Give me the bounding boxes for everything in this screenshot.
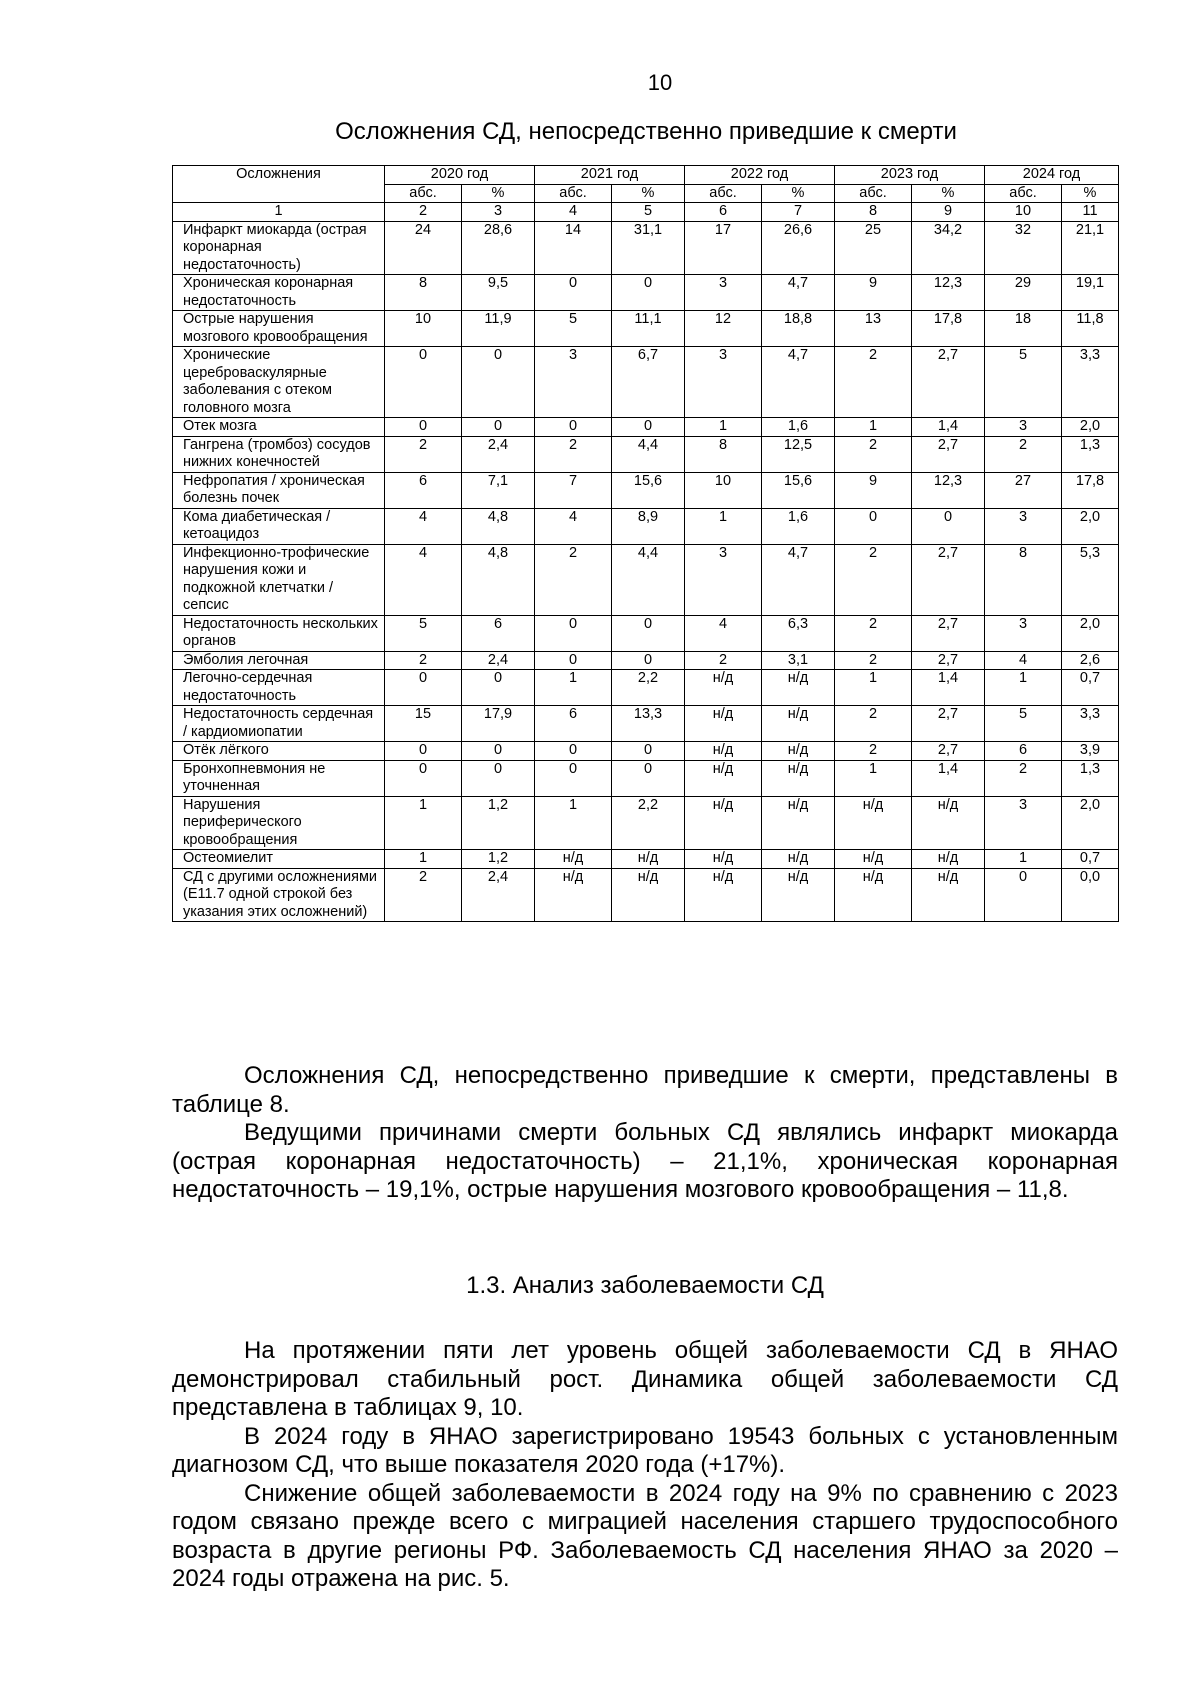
abs-value-cell: 0 (385, 742, 462, 761)
body-paragraph: Ведущими причинами смерти больных СД являлись инфаркт миокарда (острая коронарная недостаточность) – 21,1%, хроническая коронарная недостаточность – 19,1%, острые нарушения мозгового кровообращения – 11,8. (172, 1119, 1118, 1203)
table-row (173, 544, 1119, 615)
abs-value-cell: 0 (985, 868, 1062, 922)
abs-value-cell: 5 (535, 311, 612, 347)
pct-value-cell: н/д (762, 706, 835, 742)
header-year: 2022 год (685, 166, 835, 185)
abs-value-cell: 18 (985, 311, 1062, 347)
pct-value-cell: 1,4 (912, 760, 985, 796)
abs-value-cell: 5 (985, 347, 1062, 418)
pct-value-cell: 11,8 (1062, 311, 1119, 347)
pct-value-cell: 0,7 (1062, 670, 1119, 706)
pct-value-cell: 3,9 (1062, 742, 1119, 761)
complication-name-cell: Остеомиелит (173, 850, 385, 869)
pct-value-cell: 2,4 (462, 436, 535, 472)
abs-value-cell: 3 (535, 347, 612, 418)
page-number: 10 (647, 70, 673, 95)
abs-value-cell: 0 (535, 615, 612, 651)
pct-value-cell: 1,6 (762, 508, 835, 544)
header-year: 2023 год (835, 166, 985, 185)
abs-value-cell: н/д (685, 868, 762, 922)
column-index-cell: 1 (173, 203, 385, 222)
abs-value-cell: 1 (535, 796, 612, 850)
pct-value-cell: н/д (912, 868, 985, 922)
pct-value-cell: 26,6 (762, 221, 835, 275)
table-title: Осложнения СД, непосредственно приведшие к смерти (335, 118, 957, 145)
column-index-cell: 8 (835, 203, 912, 222)
body-paragraph: Осложнения СД, непосредственно приведшие к смерти, представлены в таблице 8. (172, 1062, 1118, 1118)
pct-value-cell: 34,2 (912, 221, 985, 275)
paragraphs-after-heading (172, 1337, 1118, 1594)
abs-value-cell: н/д (835, 796, 912, 850)
pct-value-cell: 3,1 (762, 651, 835, 670)
abs-value-cell: 2 (835, 615, 912, 651)
table-row (173, 508, 1119, 544)
pct-value-cell: н/д (762, 760, 835, 796)
header-year: 2021 год (535, 166, 685, 185)
abs-value-cell: 10 (385, 311, 462, 347)
complication-name-cell: Эмболия легочная (173, 651, 385, 670)
table-row (173, 706, 1119, 742)
pct-value-cell: 1,3 (1062, 436, 1119, 472)
pct-value-cell: 18,8 (762, 311, 835, 347)
abs-value-cell: 4 (685, 615, 762, 651)
pct-value-cell: 2,7 (912, 544, 985, 615)
pct-value-cell: 1,3 (1062, 760, 1119, 796)
pct-value-cell: 12,5 (762, 436, 835, 472)
column-index-cell: 10 (985, 203, 1062, 222)
table-row (173, 221, 1119, 275)
pct-value-cell: н/д (612, 850, 685, 869)
header-abs: абс. (685, 184, 762, 203)
abs-value-cell: 2 (385, 651, 462, 670)
complication-name-cell: Острые нарушения мозгового кровообращения (173, 311, 385, 347)
abs-value-cell: 7 (535, 472, 612, 508)
complications-table (172, 165, 1119, 922)
abs-value-cell: 0 (385, 418, 462, 437)
abs-value-cell: н/д (535, 850, 612, 869)
abs-value-cell: 8 (685, 436, 762, 472)
pct-value-cell: 0,7 (1062, 850, 1119, 869)
table-row (173, 347, 1119, 418)
table-body (173, 203, 1119, 922)
table-row (173, 311, 1119, 347)
pct-value-cell: 2,7 (912, 347, 985, 418)
abs-value-cell: 13 (835, 311, 912, 347)
abs-value-cell: 2 (835, 436, 912, 472)
abs-value-cell: 1 (685, 508, 762, 544)
complication-name-cell: Бронхопневмония не уточненная (173, 760, 385, 796)
abs-value-cell: 1 (985, 670, 1062, 706)
pct-value-cell: 0 (462, 760, 535, 796)
pct-value-cell: 0 (912, 508, 985, 544)
pct-value-cell: 3,3 (1062, 347, 1119, 418)
table-row (173, 850, 1119, 869)
abs-value-cell: 0 (535, 651, 612, 670)
pct-value-cell: 3,3 (1062, 706, 1119, 742)
pct-value-cell: 0 (462, 418, 535, 437)
abs-value-cell: 3 (985, 508, 1062, 544)
complication-name-cell: Гангрена (тромбоз) сосудов нижних конечностей (173, 436, 385, 472)
column-index-cell: 4 (535, 203, 612, 222)
abs-value-cell: 4 (985, 651, 1062, 670)
pct-value-cell: 13,3 (612, 706, 685, 742)
complication-name-cell: Отек мозга (173, 418, 385, 437)
abs-value-cell: 2 (835, 706, 912, 742)
abs-value-cell: 15 (385, 706, 462, 742)
column-index-cell: 9 (912, 203, 985, 222)
table-row (173, 651, 1119, 670)
pct-value-cell: 2,7 (912, 742, 985, 761)
pct-value-cell: 5,3 (1062, 544, 1119, 615)
abs-value-cell: 3 (685, 544, 762, 615)
abs-value-cell: 3 (685, 347, 762, 418)
abs-value-cell: 2 (385, 868, 462, 922)
abs-value-cell: н/д (685, 796, 762, 850)
abs-value-cell: 0 (535, 760, 612, 796)
pct-value-cell: 2,0 (1062, 796, 1119, 850)
header-abs: абс. (835, 184, 912, 203)
column-index-row (173, 203, 1119, 222)
pct-value-cell: н/д (912, 850, 985, 869)
abs-value-cell: н/д (685, 850, 762, 869)
pct-value-cell: 2,4 (462, 868, 535, 922)
pct-value-cell: 0 (612, 615, 685, 651)
pct-value-cell: 4,8 (462, 544, 535, 615)
abs-value-cell: 0 (535, 275, 612, 311)
pct-value-cell: 4,7 (762, 275, 835, 311)
abs-value-cell: 2 (835, 651, 912, 670)
table-row (173, 742, 1119, 761)
column-index-cell: 6 (685, 203, 762, 222)
pct-value-cell: 2,0 (1062, 418, 1119, 437)
abs-value-cell: н/д (835, 868, 912, 922)
pct-value-cell: 2,0 (1062, 615, 1119, 651)
pct-value-cell: 0 (462, 347, 535, 418)
pct-value-cell: 0 (612, 418, 685, 437)
abs-value-cell: 27 (985, 472, 1062, 508)
pct-value-cell: 9,5 (462, 275, 535, 311)
abs-value-cell: 0 (535, 742, 612, 761)
pct-value-cell: 4,8 (462, 508, 535, 544)
abs-value-cell: 1 (535, 670, 612, 706)
abs-value-cell: 1 (835, 418, 912, 437)
pct-value-cell: 2,2 (612, 670, 685, 706)
pct-value-cell: 6,3 (762, 615, 835, 651)
pct-value-cell: 7,1 (462, 472, 535, 508)
abs-value-cell: н/д (685, 742, 762, 761)
pct-value-cell: 17,8 (912, 311, 985, 347)
pct-value-cell: 12,3 (912, 275, 985, 311)
abs-value-cell: 4 (385, 544, 462, 615)
pct-value-cell: 1,2 (462, 796, 535, 850)
table-row (173, 670, 1119, 706)
abs-value-cell: 0 (385, 670, 462, 706)
pct-value-cell: н/д (762, 742, 835, 761)
abs-value-cell: 24 (385, 221, 462, 275)
column-index-cell: 5 (612, 203, 685, 222)
complication-name-cell: Недостаточность нескольких органов (173, 615, 385, 651)
abs-value-cell: 3 (985, 615, 1062, 651)
abs-value-cell: 25 (835, 221, 912, 275)
table-row (173, 275, 1119, 311)
abs-value-cell: 2 (835, 742, 912, 761)
pct-value-cell: 19,1 (1062, 275, 1119, 311)
pct-value-cell: 0 (612, 275, 685, 311)
pct-value-cell: 1,4 (912, 670, 985, 706)
pct-value-cell: 15,6 (762, 472, 835, 508)
abs-value-cell: 6 (985, 742, 1062, 761)
pct-value-cell: 2,7 (912, 436, 985, 472)
pct-value-cell: н/д (762, 670, 835, 706)
header-complications: Осложнения (173, 166, 385, 203)
pct-value-cell: 6 (462, 615, 535, 651)
column-index-cell: 2 (385, 203, 462, 222)
abs-value-cell: 0 (835, 508, 912, 544)
abs-value-cell: 9 (835, 472, 912, 508)
section-heading: 1.3. Анализ заболеваемости СД (466, 1272, 824, 1299)
abs-value-cell: н/д (685, 706, 762, 742)
pct-value-cell: н/д (762, 868, 835, 922)
pct-value-cell: н/д (612, 868, 685, 922)
pct-value-cell: 21,1 (1062, 221, 1119, 275)
abs-value-cell: 3 (685, 275, 762, 311)
pct-value-cell: 17,8 (1062, 472, 1119, 508)
pct-value-cell: 0 (612, 760, 685, 796)
pct-value-cell: 4,4 (612, 544, 685, 615)
abs-value-cell: 6 (535, 706, 612, 742)
pct-value-cell: 0,0 (1062, 868, 1119, 922)
header-pct: % (612, 184, 685, 203)
abs-value-cell: 29 (985, 275, 1062, 311)
abs-value-cell: 8 (985, 544, 1062, 615)
abs-value-cell: 3 (985, 796, 1062, 850)
abs-value-cell: 1 (835, 670, 912, 706)
table-row (173, 868, 1119, 922)
table-row (173, 472, 1119, 508)
complication-name-cell: Нефропатия / хроническая болезнь почек (173, 472, 385, 508)
column-index-cell: 7 (762, 203, 835, 222)
abs-value-cell: 17 (685, 221, 762, 275)
complication-name-cell: Кома диабетическая / кетоацидоз (173, 508, 385, 544)
body-paragraph: В 2024 году в ЯНАО зарегистрировано 19543 больных с установленным диагнозом СД, что выше показателя 2020 года (+17%). (172, 1422, 1118, 1478)
pct-value-cell: 2,7 (912, 615, 985, 651)
abs-value-cell: 2 (685, 651, 762, 670)
header-abs: абс. (535, 184, 612, 203)
header-abs: абс. (385, 184, 462, 203)
pct-value-cell: 31,1 (612, 221, 685, 275)
pct-value-cell: 17,9 (462, 706, 535, 742)
pct-value-cell: 28,6 (462, 221, 535, 275)
pct-value-cell: 4,7 (762, 544, 835, 615)
abs-value-cell: 3 (985, 418, 1062, 437)
abs-value-cell: 4 (385, 508, 462, 544)
complication-name-cell: СД с другими осложнениями (E11.7 одной строкой без указания этих осложнений) (173, 868, 385, 922)
abs-value-cell: 5 (385, 615, 462, 651)
abs-value-cell: 6 (385, 472, 462, 508)
pct-value-cell: 11,1 (612, 311, 685, 347)
pct-value-cell: 12,3 (912, 472, 985, 508)
abs-value-cell: 1 (985, 850, 1062, 869)
header-pct: % (762, 184, 835, 203)
pct-value-cell: 2,7 (912, 651, 985, 670)
abs-value-cell: 32 (985, 221, 1062, 275)
abs-value-cell: 4 (535, 508, 612, 544)
pct-value-cell: 0 (612, 651, 685, 670)
abs-value-cell: 2 (985, 760, 1062, 796)
pct-value-cell: н/д (912, 796, 985, 850)
body-paragraph: На протяжении пяти лет уровень общей заболеваемости СД в ЯНАО демонстрировал стабильный рост. Динамика общей заболеваемости СД представлена в таблицах 9, 10. (172, 1337, 1118, 1421)
table-row (173, 418, 1119, 437)
complication-name-cell: Нарушения периферического кровообращения (173, 796, 385, 850)
body-paragraph: Снижение общей заболеваемости в 2024 году на 9% по сравнению с 2023 годом связано прежде всего с миграцией населения старшего трудоспособного возраста в другие регионы РФ. Заболеваемость СД населения ЯНАО за 2020 – 2024 годы отражена на рис. 5. (172, 1479, 1118, 1592)
abs-value-cell: 0 (385, 760, 462, 796)
column-index-cell: 3 (462, 203, 535, 222)
pct-value-cell: 0 (462, 742, 535, 761)
abs-value-cell: 1 (385, 796, 462, 850)
complication-name-cell: Отёк лёгкого (173, 742, 385, 761)
pct-value-cell: 1,2 (462, 850, 535, 869)
pct-value-cell: 0 (462, 670, 535, 706)
header-pct: % (912, 184, 985, 203)
table-row (173, 796, 1119, 850)
complication-name-cell: Инфаркт миокарда (острая коронарная недостаточность) (173, 221, 385, 275)
complication-name-cell: Хронические цереброваскулярные заболевания с отеком головного мозга (173, 347, 385, 418)
abs-value-cell: 0 (535, 418, 612, 437)
abs-value-cell: 2 (535, 544, 612, 615)
header-pct: % (1062, 184, 1119, 203)
header-year: 2020 год (385, 166, 535, 185)
pct-value-cell: н/д (762, 850, 835, 869)
complication-name-cell: Инфекционно-трофические нарушения кожи и подкожной клетчатки / сепсис (173, 544, 385, 615)
pct-value-cell: 6,7 (612, 347, 685, 418)
complication-name-cell: Недостаточность сердечная / кардиомиопатии (173, 706, 385, 742)
abs-value-cell: н/д (685, 760, 762, 796)
pct-value-cell: 4,7 (762, 347, 835, 418)
pct-value-cell: 4,4 (612, 436, 685, 472)
pct-value-cell: 15,6 (612, 472, 685, 508)
abs-value-cell: 10 (685, 472, 762, 508)
table-row (173, 760, 1119, 796)
abs-value-cell: 14 (535, 221, 612, 275)
pct-value-cell: 2,6 (1062, 651, 1119, 670)
pct-value-cell: 8,9 (612, 508, 685, 544)
table-row (173, 615, 1119, 651)
table-row (173, 436, 1119, 472)
abs-value-cell: 5 (985, 706, 1062, 742)
header-year: 2024 год (985, 166, 1119, 185)
pct-value-cell: 0 (612, 742, 685, 761)
header-abs: абс. (985, 184, 1062, 203)
abs-value-cell: 8 (385, 275, 462, 311)
abs-value-cell: 2 (835, 544, 912, 615)
pct-value-cell: 1,4 (912, 418, 985, 437)
complication-name-cell: Хроническая коронарная недостаточность (173, 275, 385, 311)
pct-value-cell: 2,0 (1062, 508, 1119, 544)
abs-value-cell: 1 (835, 760, 912, 796)
abs-value-cell: н/д (535, 868, 612, 922)
pct-value-cell: 2,2 (612, 796, 685, 850)
abs-value-cell: 2 (535, 436, 612, 472)
pct-value-cell: 2,7 (912, 706, 985, 742)
abs-value-cell: 2 (835, 347, 912, 418)
table-header-years (173, 166, 1119, 185)
abs-value-cell: 2 (385, 436, 462, 472)
complication-name-cell: Легочно-сердечная недостаточность (173, 670, 385, 706)
column-index-cell: 11 (1062, 203, 1119, 222)
abs-value-cell: 2 (985, 436, 1062, 472)
abs-value-cell: 12 (685, 311, 762, 347)
pct-value-cell: 2,4 (462, 651, 535, 670)
pct-value-cell: 11,9 (462, 311, 535, 347)
abs-value-cell: н/д (685, 670, 762, 706)
header-pct: % (462, 184, 535, 203)
abs-value-cell: 1 (685, 418, 762, 437)
abs-value-cell: 9 (835, 275, 912, 311)
abs-value-cell: 1 (385, 850, 462, 869)
abs-value-cell: 0 (385, 347, 462, 418)
paragraphs-before-heading (172, 1062, 1118, 1205)
abs-value-cell: н/д (835, 850, 912, 869)
pct-value-cell: 1,6 (762, 418, 835, 437)
pct-value-cell: н/д (762, 796, 835, 850)
